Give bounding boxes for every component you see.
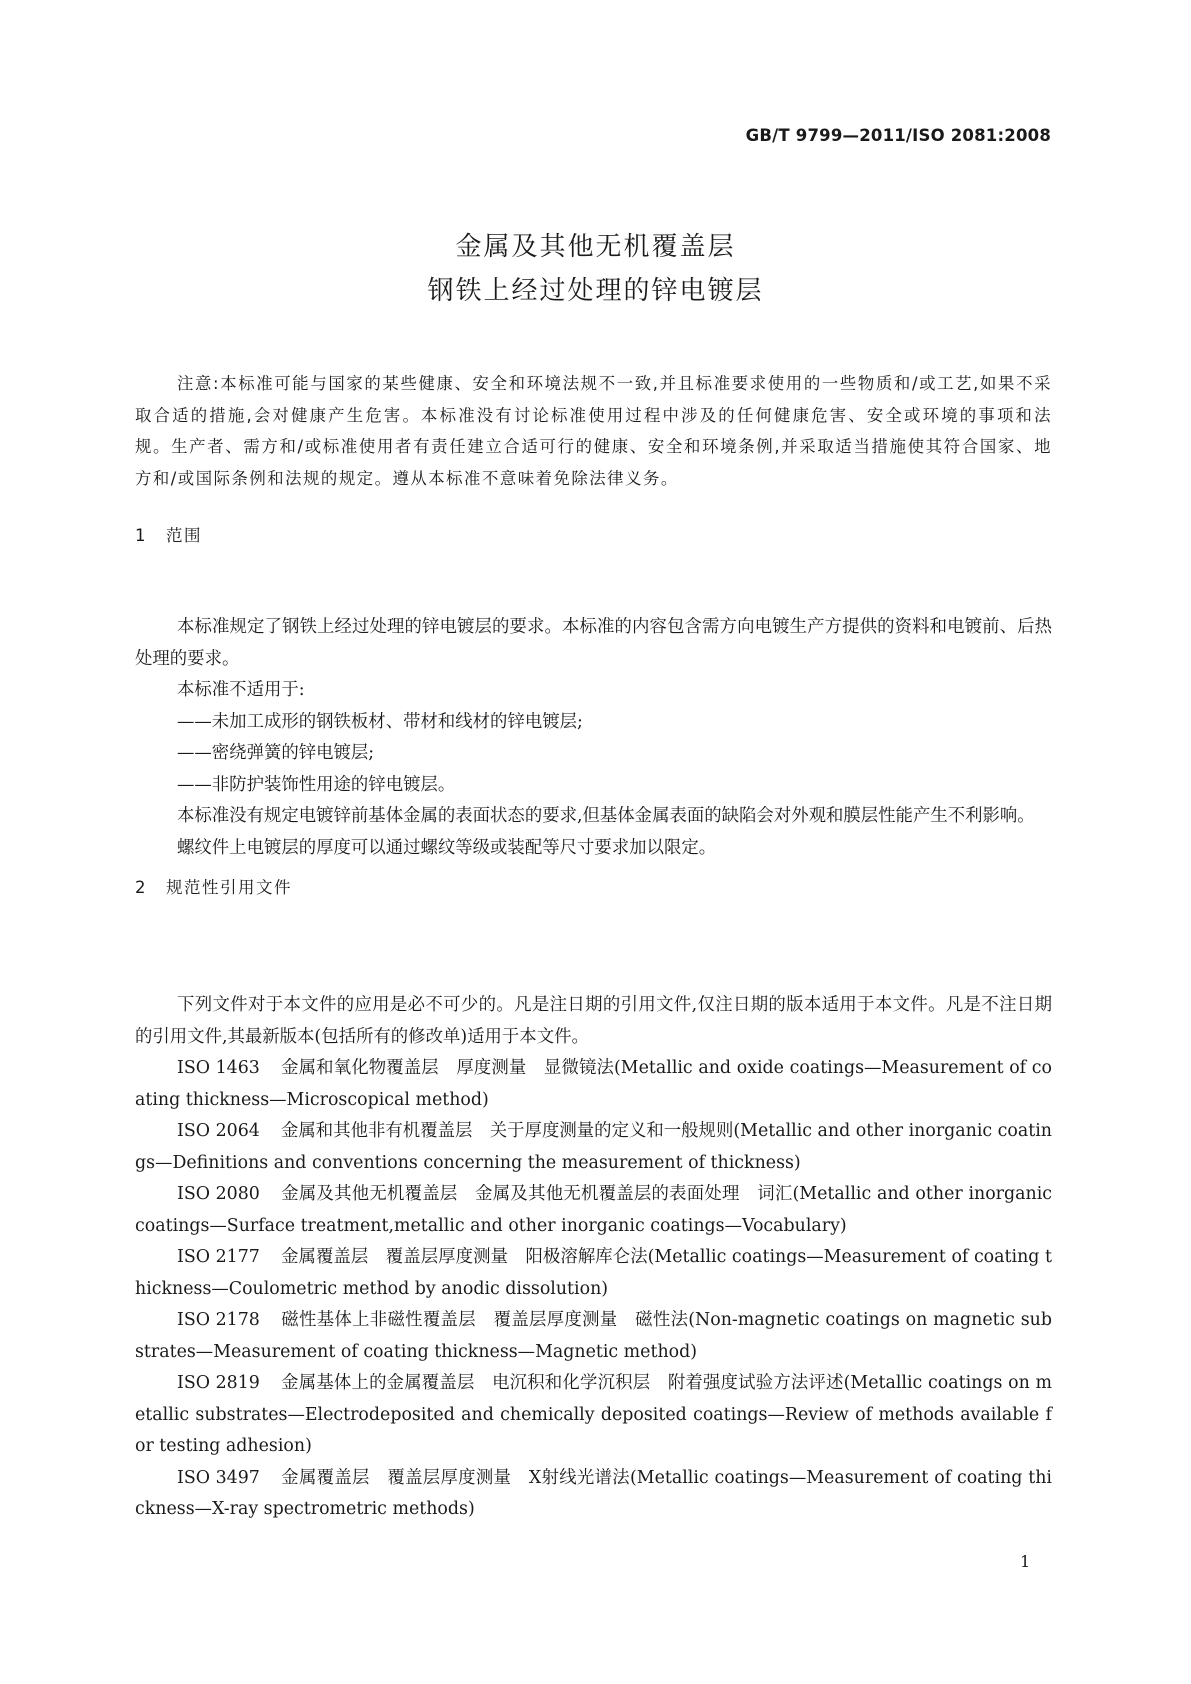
reference-entry [135,1305,1052,1368]
section-2-number: 2 [135,878,147,897]
reference-code: ISO 2080 [177,1184,260,1204]
reference-text: 金属基体上的金属覆盖层 电沉积和化学沉积层 附着强度试验方法评述(Metallic coatings on metallic substrates—Electrodeposited and chemically deposited coatings—Review of methods available for testing adhesion) [135,1373,1052,1456]
section-1-number: 1 [135,526,147,545]
reference-entry [135,1368,1052,1463]
reference-code: ISO 1463 [177,1058,260,1078]
reference-code: ISO 2177 [177,1247,260,1267]
reference-entry [135,1053,1052,1116]
reference-entry [135,1242,1052,1305]
section-1-paragraph: 螺纹件上电镀层的厚度可以通过螺纹等级或装配等尺寸要求加以限定。 [177,837,717,858]
document-title-line-2: 钢铁上经过处理的锌电镀层 [427,276,764,306]
reference-text: 金属覆盖层 覆盖层厚度测量 阳极溶解库仑法(Metallic coatings—Measurement of coating thickness—Coulometric method by anodic dissolution) [135,1247,1052,1299]
reference-text: 金属和氧化物覆盖层 厚度测量 显微镜法(Metallic and oxide coatings—Measurement of coating thickness—Microscopical method) [135,1058,1052,1110]
section-1-title: 范围 [166,526,202,545]
reference-code: ISO 2178 [177,1310,260,1330]
safety-notice: 注意:本标准可能与国家的某些健康、安全和环境法规不一致,并且标准要求使用的一些物质和/或工艺,如果不采取合适的措施,会对健康产生危害。本标准没有讨论标准使用过程中涉及的任何健康危害、安全或环境的事项和法规。生产者、需方和/或标准使用者有责任建立合适可行的健康、安全和环境条例,并采取适当措施使其符合国家、地方和/或国际条例和法规的规定。遵从本标准不意味着免除法律义务。 [135,374,1052,488]
section-1-paragraph: 本标准规定了钢铁上经过处理的锌电镀层的要求。本标准的内容包含需方向电镀生产方提供的资料和电镀前、后热处理的要求。 [135,617,1052,669]
reference-code: ISO 2819 [177,1373,260,1393]
document-title-line-1: 金属及其他无机覆盖层 [455,232,736,262]
section-1-exclusion-item: ——密绕弹簧的锌电镀层; [177,743,375,763]
section-2-title: 规范性引用文件 [166,878,292,897]
reference-code: ISO 2064 [177,1121,260,1141]
reference-entry [135,1116,1052,1179]
section-2-body [135,990,1052,1526]
reference-text: 金属及其他无机覆盖层 金属及其他无机覆盖层的表面处理 词汇(Metallic and other inorganic coatings—Surface treatment,metallic and other inorganic coatings—Vocabulary) [135,1184,1052,1236]
reference-entry [135,1463,1052,1526]
section-1-exclusion-item: ——非防护装饰性用途的锌电镀层。 [177,774,456,795]
reference-text: 磁性基体上非磁性覆盖层 覆盖层厚度测量 磁性法(Non-magnetic coatings on magnetic substrates—Measurement of coating thickness—Magnetic method) [135,1310,1052,1362]
reference-text: 金属覆盖层 覆盖层厚度测量 X射线光谱法(Metallic coatings—Measurement of coating thickness—X-ray spectrometric methods) [135,1467,1052,1519]
reference-code: ISO 3497 [177,1467,260,1488]
page-number: 1 [1020,1552,1031,1571]
section-2-heading [135,874,292,898]
section-1-body [135,612,1052,864]
section-1-paragraph: 本标准没有规定电镀锌前基体金属的表面状态的要求,但基体金属表面的缺陷会对外观和膜层性能产生不利影响。 [177,806,1035,826]
reference-entry [135,1179,1052,1242]
standard-code: GB/T 9799—2011/ISO 2081:2008 [745,126,1051,145]
section-2-intro: 下列文件对于本文件的应用是必不可少的。凡是注日期的引用文件,仅注日期的版本适用于本文件。凡是不注日期的引用文件,其最新版本(包括所有的修改单)适用于本文件。 [135,995,1052,1047]
section-1-exclusion-item: ——未加工成形的钢铁板材、带材和线材的锌电镀层; [177,711,583,732]
section-1-paragraph: 本标准不适用于: [177,680,305,700]
reference-text: 金属和其他非有机覆盖层 关于厚度测量的定义和一般规则(Metallic and other inorganic coatings—Definitions and conventions concerning the measurement of thickness) [135,1121,1052,1173]
section-1-heading [135,522,202,546]
